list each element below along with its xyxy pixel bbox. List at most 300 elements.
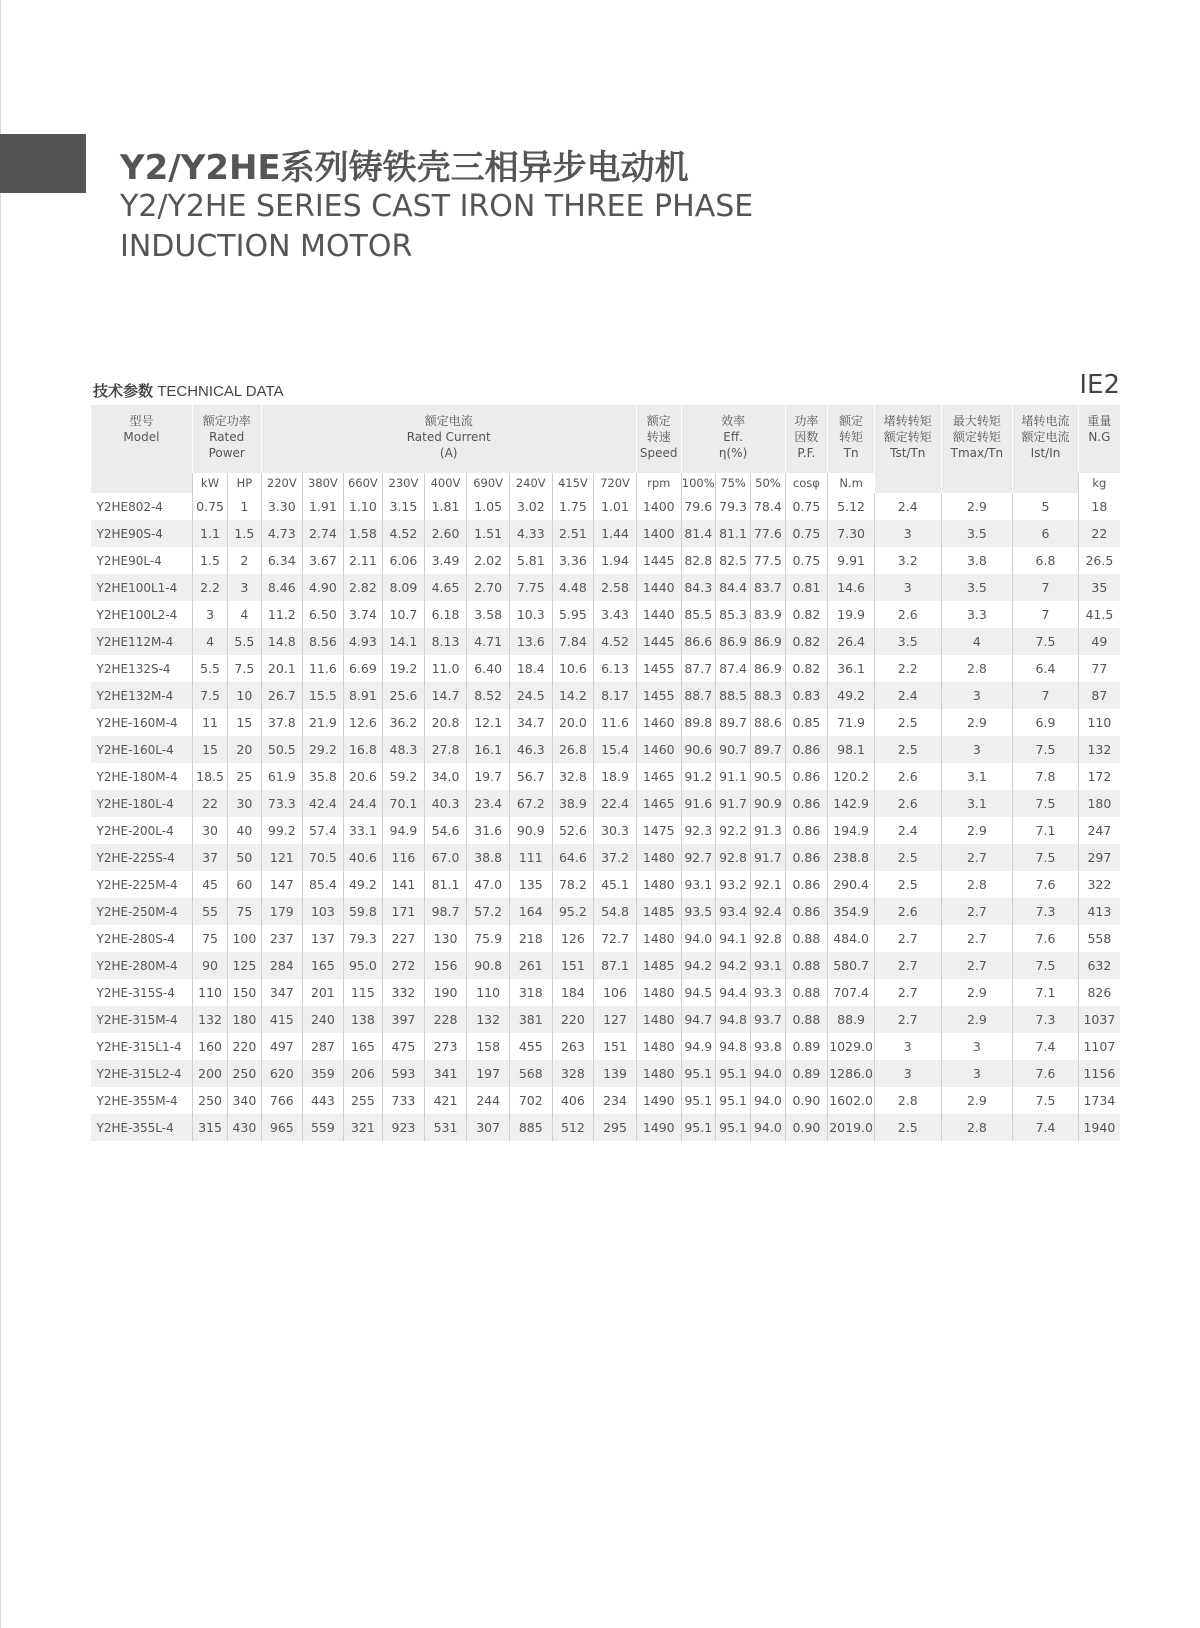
table-cell: 7: [1013, 682, 1079, 709]
table-cell: 93.1: [751, 952, 785, 979]
table-cell: 2.7: [874, 925, 941, 952]
table-cell: 620: [261, 1060, 303, 1087]
table-cell: 347: [261, 979, 303, 1006]
table-cell: 40.3: [424, 790, 467, 817]
cell-model: Y2HE132M-4: [91, 682, 193, 709]
table-cell: 60: [228, 871, 261, 898]
table-cell: 3: [874, 1033, 941, 1060]
table-cell: 558: [1078, 925, 1120, 952]
table-cell: 0.86: [785, 844, 828, 871]
table-cell: 6.34: [261, 547, 303, 574]
table-cell: 7.5: [1013, 790, 1079, 817]
table-cell: 93.2: [715, 871, 750, 898]
page-edge-line: [0, 0, 1, 1628]
table-cell: 321: [343, 1114, 383, 1141]
table-cell: 2.7: [874, 979, 941, 1006]
table-cell: 8.46: [261, 574, 303, 601]
table-cell: 70.5: [303, 844, 344, 871]
table-cell: 826: [1078, 979, 1120, 1006]
table-cell: 75: [192, 925, 227, 952]
table-cell: 332: [383, 979, 425, 1006]
table-cell: 79.3: [715, 493, 750, 520]
table-cell: 512: [552, 1114, 594, 1141]
table-cell: 88.9: [828, 1006, 875, 1033]
table-cell: 766: [261, 1087, 303, 1114]
unit-header: rpm: [636, 473, 681, 493]
table-cell: 11.6: [594, 709, 637, 736]
table-cell: 497: [261, 1033, 303, 1060]
table-cell: 98.7: [424, 898, 467, 925]
table-cell: 75: [228, 898, 261, 925]
table-cell: 132: [192, 1006, 227, 1033]
table-cell: 81.1: [424, 871, 467, 898]
table-cell: 885: [509, 1114, 552, 1141]
table-cell: 31.6: [467, 817, 510, 844]
table-cell: 1.91: [303, 493, 344, 520]
table-cell: 0.82: [785, 628, 828, 655]
table-cell: 15: [228, 709, 261, 736]
table-cell: 67.2: [509, 790, 552, 817]
table-cell: 2.7: [941, 898, 1013, 925]
table-cell: 55: [192, 898, 227, 925]
table-cell: 78.4: [751, 493, 785, 520]
table-cell: 87.1: [594, 952, 637, 979]
table-cell: 81.1: [715, 520, 750, 547]
cell-model: Y2HE-315L2-4: [91, 1060, 193, 1087]
table-cell: 89.7: [751, 736, 785, 763]
table-cell: 2.7: [941, 844, 1013, 871]
unit-header: 220V: [261, 473, 303, 493]
table-row: [91, 736, 1121, 763]
table-cell: 3.2: [874, 547, 941, 574]
table-cell: 50.5: [261, 736, 303, 763]
table-cell: 220: [552, 1006, 594, 1033]
table-cell: 3: [941, 682, 1013, 709]
table-cell: 1.10: [343, 493, 383, 520]
table-cell: 8.56: [303, 628, 344, 655]
table-cell: 1445: [636, 628, 681, 655]
table-cell: 0.75: [785, 520, 828, 547]
table-cell: 26.5: [1078, 547, 1120, 574]
table-cell: 5.12: [828, 493, 875, 520]
table-cell: 164: [509, 898, 552, 925]
table-cell: 1480: [636, 871, 681, 898]
cell-model: Y2HE-160L-4: [91, 736, 193, 763]
table-cell: 287: [303, 1033, 344, 1060]
table-cell: 91.7: [751, 844, 785, 871]
header-locked-rotor-current: 堵转电流 额定电流 Ist/In: [1013, 405, 1079, 493]
table-cell: 1460: [636, 709, 681, 736]
table-cell: 7.75: [509, 574, 552, 601]
table-cell: 531: [424, 1114, 467, 1141]
table-cell: 21.9: [303, 709, 344, 736]
table-row: [91, 790, 1121, 817]
table-cell: 120.2: [828, 763, 875, 790]
table-cell: 1480: [636, 979, 681, 1006]
table-cell: 95.2: [552, 898, 594, 925]
table-row: [91, 655, 1121, 682]
table-cell: 3: [228, 574, 261, 601]
table-cell: 4.52: [594, 628, 637, 655]
table-cell: 7.5: [1013, 844, 1079, 871]
table-cell: 92.7: [681, 844, 715, 871]
table-cell: 0.88: [785, 925, 828, 952]
unit-header: 660V: [343, 473, 383, 493]
table-cell: 1455: [636, 682, 681, 709]
table-cell: 110: [1078, 709, 1120, 736]
table-cell: 90.5: [751, 763, 785, 790]
header-rated-power: 额定功率 Rated Power: [192, 405, 261, 473]
table-cell: 45.1: [594, 871, 637, 898]
table-cell: 1475: [636, 817, 681, 844]
cell-model: Y2HE90S-4: [91, 520, 193, 547]
table-cell: 26.4: [828, 628, 875, 655]
cell-model: Y2HE112M-4: [91, 628, 193, 655]
table-cell: 201: [303, 979, 344, 1006]
table-cell: 77.5: [751, 547, 785, 574]
table-cell: 3.3: [941, 601, 1013, 628]
table-cell: 138: [343, 1006, 383, 1033]
table-cell: 2.2: [874, 655, 941, 682]
table-cell: 0.90: [785, 1087, 828, 1114]
table-cell: 484.0: [828, 925, 875, 952]
table-cell: 26.8: [552, 736, 594, 763]
table-cell: 0.86: [785, 871, 828, 898]
table-cell: 90: [192, 952, 227, 979]
table-cell: 1.01: [594, 493, 637, 520]
table-cell: 250: [192, 1087, 227, 1114]
table-cell: 11.6: [303, 655, 344, 682]
table-cell: 3: [192, 601, 227, 628]
table-cell: 1440: [636, 601, 681, 628]
table-cell: 290.4: [828, 871, 875, 898]
table-cell: 84.3: [681, 574, 715, 601]
table-row: [91, 844, 1121, 871]
table-cell: 91.3: [751, 817, 785, 844]
table-cell: 2.02: [467, 547, 510, 574]
table-cell: 90.7: [715, 736, 750, 763]
table-cell: 94.1: [715, 925, 750, 952]
unit-header: kW: [192, 473, 227, 493]
table-cell: 580.7: [828, 952, 875, 979]
cell-model: Y2HE-280S-4: [91, 925, 193, 952]
table-row: [91, 1087, 1121, 1114]
table-cell: 1.58: [343, 520, 383, 547]
table-cell: 7.5: [1013, 628, 1079, 655]
table-cell: 6: [1013, 520, 1079, 547]
table-cell: 94.9: [681, 1033, 715, 1060]
table-cell: 130: [424, 925, 467, 952]
table-cell: 25: [228, 763, 261, 790]
table-cell: 86.9: [715, 628, 750, 655]
table-cell: 94.4: [715, 979, 750, 1006]
table-cell: 273: [424, 1033, 467, 1060]
table-cell: 88.5: [715, 682, 750, 709]
table-cell: 18.9: [594, 763, 637, 790]
table-cell: 2: [228, 547, 261, 574]
table-cell: 2.74: [303, 520, 344, 547]
table-cell: 92.8: [715, 844, 750, 871]
table-cell: 19.7: [467, 763, 510, 790]
table-cell: 78.2: [552, 871, 594, 898]
table-cell: 5.95: [552, 601, 594, 628]
table-cell: 11.2: [261, 601, 303, 628]
unit-header: 50%: [751, 473, 785, 493]
table-cell: 7.6: [1013, 871, 1079, 898]
table-cell: 160: [192, 1033, 227, 1060]
efficiency-class-badge: IE2: [1079, 370, 1120, 400]
table-cell: 54.6: [424, 817, 467, 844]
unit-header: kg: [1078, 473, 1120, 493]
table-cell: 91.2: [681, 763, 715, 790]
unit-header: 380V: [303, 473, 344, 493]
table-cell: 2.5: [874, 844, 941, 871]
table-cell: 7.8: [1013, 763, 1079, 790]
table-cell: 4: [192, 628, 227, 655]
table-cell: 180: [228, 1006, 261, 1033]
table-cell: 1602.0: [828, 1087, 875, 1114]
table-cell: 1465: [636, 790, 681, 817]
table-cell: 90.8: [467, 952, 510, 979]
table-cell: 42.4: [303, 790, 344, 817]
cell-model: Y2HE-315L1-4: [91, 1033, 193, 1060]
table-cell: 1.05: [467, 493, 510, 520]
table-cell: 22.4: [594, 790, 637, 817]
table-cell: 4.33: [509, 520, 552, 547]
table-cell: 965: [261, 1114, 303, 1141]
table-cell: 150: [228, 979, 261, 1006]
table-cell: 7: [1013, 601, 1079, 628]
unit-header: 100%: [681, 473, 715, 493]
table-cell: 220: [228, 1033, 261, 1060]
table-cell: 30.3: [594, 817, 637, 844]
table-row: [91, 1060, 1121, 1087]
table-cell: 1.51: [467, 520, 510, 547]
cell-model: Y2HE90L-4: [91, 547, 193, 574]
table-cell: 250: [228, 1060, 261, 1087]
table-cell: 99.2: [261, 817, 303, 844]
table-cell: 0.75: [785, 547, 828, 574]
table-cell: 0.75: [785, 493, 828, 520]
table-cell: 94.0: [751, 1060, 785, 1087]
table-cell: 83.7: [751, 574, 785, 601]
table-cell: 98.1: [828, 736, 875, 763]
table-cell: 5.5: [228, 628, 261, 655]
cell-model: Y2HE100L2-4: [91, 601, 193, 628]
table-cell: 6.8: [1013, 547, 1079, 574]
table-cell: 2.6: [874, 763, 941, 790]
table-cell: 7.4: [1013, 1114, 1079, 1141]
table-cell: 1.1: [192, 520, 227, 547]
table-row: [91, 601, 1121, 628]
table-cell: 0.88: [785, 979, 828, 1006]
unit-header: 400V: [424, 473, 467, 493]
table-cell: 707.4: [828, 979, 875, 1006]
table-cell: 92.4: [751, 898, 785, 925]
table-cell: 381: [509, 1006, 552, 1033]
table-cell: 180: [1078, 790, 1120, 817]
table-cell: 30: [228, 790, 261, 817]
table-cell: 1037: [1078, 1006, 1120, 1033]
table-row: [91, 628, 1121, 655]
table-cell: 237: [261, 925, 303, 952]
table-cell: 0.85: [785, 709, 828, 736]
table-cell: 1: [228, 493, 261, 520]
table-cell: 85.5: [681, 601, 715, 628]
table-cell: 0.86: [785, 790, 828, 817]
table-cell: 340: [228, 1087, 261, 1114]
table-cell: 20.8: [424, 709, 467, 736]
table-cell: 2.8: [941, 1114, 1013, 1141]
table-cell: 92.2: [715, 817, 750, 844]
table-row: [91, 763, 1121, 790]
table-cell: 20.6: [343, 763, 383, 790]
table-cell: 95.0: [343, 952, 383, 979]
table-cell: 158: [467, 1033, 510, 1060]
table-cell: 3: [874, 1060, 941, 1087]
table-row: [91, 1114, 1121, 1141]
table-cell: 2.11: [343, 547, 383, 574]
table-cell: 88.6: [751, 709, 785, 736]
table-cell: 1485: [636, 898, 681, 925]
table-cell: 2.8: [941, 871, 1013, 898]
page-title-en-line1: Y2/Y2HE SERIES CAST IRON THREE PHASE: [120, 189, 754, 224]
header-max-torque: 最大转矩 额定转矩 Tmax/Tn: [941, 405, 1013, 493]
cell-model: Y2HE-315S-4: [91, 979, 193, 1006]
table-cell: 923: [383, 1114, 425, 1141]
table-cell: 2.9: [941, 1087, 1013, 1114]
table-cell: 455: [509, 1033, 552, 1060]
table-cell: 0.82: [785, 655, 828, 682]
table-cell: 4.48: [552, 574, 594, 601]
table-cell: 3.5: [874, 628, 941, 655]
table-cell: 9.91: [828, 547, 875, 574]
table-row: [91, 1006, 1121, 1033]
table-cell: 7.3: [1013, 898, 1079, 925]
table-cell: 228: [424, 1006, 467, 1033]
table-cell: 2.8: [941, 655, 1013, 682]
table-cell: 172: [1078, 763, 1120, 790]
table-row: [91, 1033, 1121, 1060]
table-cell: 263: [552, 1033, 594, 1060]
table-cell: 1400: [636, 493, 681, 520]
table-row: [91, 709, 1121, 736]
table-cell: 284: [261, 952, 303, 979]
table-cell: 41.5: [1078, 601, 1120, 628]
table-cell: 87.4: [715, 655, 750, 682]
table-cell: 79.3: [343, 925, 383, 952]
table-cell: 18: [1078, 493, 1120, 520]
table-cell: 137: [303, 925, 344, 952]
table-cell: 151: [594, 1033, 637, 1060]
table-cell: 6.4: [1013, 655, 1079, 682]
table-cell: 8.52: [467, 682, 510, 709]
table-cell: 10: [228, 682, 261, 709]
table-cell: 93.5: [681, 898, 715, 925]
table-cell: 244: [467, 1087, 510, 1114]
table-cell: 3.02: [509, 493, 552, 520]
table-cell: 0.89: [785, 1033, 828, 1060]
table-cell: 24.5: [509, 682, 552, 709]
table-cell: 1.81: [424, 493, 467, 520]
unit-header: 690V: [467, 473, 510, 493]
table-cell: 49.2: [343, 871, 383, 898]
header-rated-torque: 额定 转矩 Tn: [828, 405, 875, 473]
cell-model: Y2HE-200L-4: [91, 817, 193, 844]
table-cell: 49: [1078, 628, 1120, 655]
table-cell: 3.43: [594, 601, 637, 628]
table-cell: 1465: [636, 763, 681, 790]
table-cell: 1156: [1078, 1060, 1120, 1087]
table-cell: 1460: [636, 736, 681, 763]
table-cell: 194.9: [828, 817, 875, 844]
table-cell: 90.9: [751, 790, 785, 817]
table-cell: 48.3: [383, 736, 425, 763]
table-cell: 27.8: [424, 736, 467, 763]
table-cell: 94.8: [715, 1033, 750, 1060]
table-cell: 73.3: [261, 790, 303, 817]
table-cell: 1480: [636, 1033, 681, 1060]
table-cell: 38.8: [467, 844, 510, 871]
table-cell: 82.5: [715, 547, 750, 574]
table-cell: 315: [192, 1114, 227, 1141]
table-cell: 295: [594, 1114, 637, 1141]
table-cell: 110: [467, 979, 510, 1006]
table-cell: 197: [467, 1060, 510, 1087]
table-cell: 93.7: [751, 1006, 785, 1033]
table-cell: 318: [509, 979, 552, 1006]
table-cell: 5.5: [192, 655, 227, 682]
table-cell: 8.13: [424, 628, 467, 655]
table-cell: 1.44: [594, 520, 637, 547]
table-cell: 0.83: [785, 682, 828, 709]
table-cell: 156: [424, 952, 467, 979]
table-cell: 95.1: [715, 1060, 750, 1087]
table-row: [91, 574, 1121, 601]
table-cell: 8.17: [594, 682, 637, 709]
table-cell: 6.69: [343, 655, 383, 682]
table-cell: 94.0: [681, 925, 715, 952]
table-cell: 14.8: [261, 628, 303, 655]
table-cell: 0.86: [785, 898, 828, 925]
table-cell: 15.5: [303, 682, 344, 709]
table-cell: 1286.0: [828, 1060, 875, 1087]
table-cell: 37.2: [594, 844, 637, 871]
table-cell: 56.7: [509, 763, 552, 790]
table-cell: 0.81: [785, 574, 828, 601]
table-cell: 95.1: [681, 1114, 715, 1141]
table-cell: 593: [383, 1060, 425, 1087]
table-cell: 430: [228, 1114, 261, 1141]
table-cell: 93.4: [715, 898, 750, 925]
table-cell: 2.4: [874, 682, 941, 709]
table-cell: 272: [383, 952, 425, 979]
table-cell: 7.1: [1013, 817, 1079, 844]
table-cell: 142.9: [828, 790, 875, 817]
table-cell: 19.9: [828, 601, 875, 628]
table-cell: 8.09: [383, 574, 425, 601]
table-cell: 2.9: [941, 493, 1013, 520]
table-cell: 34.7: [509, 709, 552, 736]
table-cell: 95.1: [681, 1087, 715, 1114]
cell-model: Y2HE-225S-4: [91, 844, 193, 871]
table-cell: 77: [1078, 655, 1120, 682]
table-cell: 59.2: [383, 763, 425, 790]
table-cell: 54.8: [594, 898, 637, 925]
table-cell: 67.0: [424, 844, 467, 871]
table-cell: 328: [552, 1060, 594, 1087]
table-cell: 91.7: [715, 790, 750, 817]
